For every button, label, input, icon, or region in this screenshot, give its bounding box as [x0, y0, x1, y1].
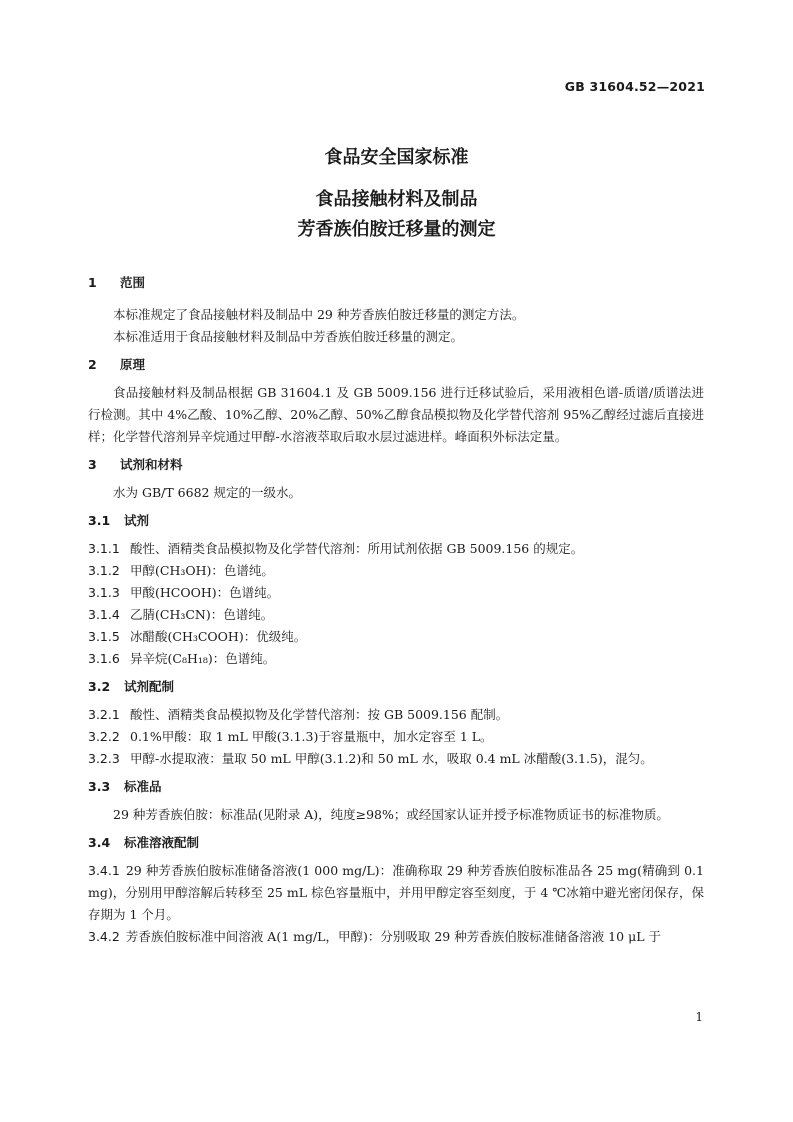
section-title: 试剂配制 [124, 679, 175, 694]
list-item: 3.1.6 异辛烷(C₈H₁₈)：色谱纯。 [88, 651, 276, 666]
list-item: 3.1.3 甲酸(HCOOH)：色谱纯。 [88, 585, 280, 600]
list-item: 3.1.4 乙腈(CH₃CN)：色谱纯。 [88, 607, 274, 622]
paragraph: 29 种芳香族伯胺：标准品(见附录 A)，纯度≥98%；或经国家认证并授予标准物质证书的标准物质。 [113, 807, 669, 822]
section-number: 3 [88, 457, 97, 472]
list-item: 3.2.2 0.1%甲酸：取 1 mL 甲酸(3.1.3)于容量瓶中，加水定容至 1 L。 [88, 729, 493, 744]
document-titles [0, 143, 793, 241]
section-heading [88, 354, 704, 376]
standard-code: GB 31604.52—2021 [564, 79, 705, 94]
section-number: 1 [88, 275, 97, 290]
list-item: 3.1.1 酸性、酒精类食品模拟物及化学替代溶剂：所用试剂依据 GB 5009.156 的规定。 [88, 541, 584, 556]
subsection-heading [88, 510, 704, 532]
paragraph: 食品接触材料及制品根据 GB 31604.1 及 GB 5009.156 进行迁移试验后，采用液相色谱-质谱/质谱法进行检测。其中 4%乙酸、10%乙醇、20%乙醇、50%乙醇食品模拟物及化学替代溶剂 95%乙醇经过滤后直接进样；化学替代溶剂异辛烷通过甲醇-水溶液萃取后取水层过滤进样。峰面积外标法定量。 [88, 385, 704, 444]
paragraph: 本标准适用于食品接触材料及制品中芳香族伯胺迁移量的测定。 [113, 329, 464, 344]
section-title: 范围 [120, 275, 146, 290]
section-title: 试剂和材料 [120, 457, 183, 472]
page-number: 1 [695, 1010, 703, 1024]
list-item: 3.4.1 29 种芳香族伯胺标准储备溶液(1 000 mg/L)：准确称取 29 种芳香族伯胺标准品各 25 mg(精确到 0.1 mg)，分别用甲醇溶解后转移至 25 mL 棕色容量瓶中，并用甲醇定容至刻度，于 4 ℃冰箱中避光密闭保存，保存期为 1 个月。 [88, 863, 704, 922]
section-number: 3.4 [88, 835, 111, 850]
paragraph: 水为 GB/T 6682 规定的一级水。 [113, 485, 301, 500]
title-main: 食品安全国家标准 [324, 147, 469, 168]
paragraph: 本标准规定了食品接触材料及制品中 29 种芳香族伯胺迁移量的测定方法。 [113, 307, 525, 322]
list-item: 3.4.2 芳香族伯胺标准中间溶液 A(1 mg/L，甲醇)：分别吸取 29 种芳香族伯胺标准储备溶液 10 μL 于 [88, 929, 661, 944]
list-item: 3.1.2 甲醇(CH₃OH)：色谱纯。 [88, 563, 274, 578]
title-sub-1: 食品接触材料及制品 [315, 189, 478, 210]
section-title: 原理 [120, 357, 146, 372]
list-item: 3.2.3 甲醇-水提取液：量取 50 mL 甲醇(3.1.2)和 50 mL 水，吸取 0.4 mL 冰醋酸(3.1.5)，混匀。 [88, 751, 653, 766]
list-item: 3.1.5 冰醋酸(CH₃COOH)：优级纯。 [88, 629, 307, 644]
section-number: 3.2 [88, 679, 111, 694]
section-heading [88, 272, 704, 294]
subsection-heading [88, 832, 704, 854]
section-number: 2 [88, 357, 97, 372]
section-number: 3.1 [88, 513, 111, 528]
section-title: 试剂 [124, 513, 150, 528]
list-item: 3.2.1 酸性、酒精类食品模拟物及化学替代溶剂：按 GB 5009.156 配制。 [88, 707, 509, 722]
section-title: 标准溶液配制 [124, 835, 200, 850]
section-title: 标准品 [124, 779, 162, 794]
section-number: 3.3 [88, 779, 111, 794]
document-body [88, 272, 704, 948]
subsection-heading [88, 776, 704, 798]
section-heading [88, 454, 704, 476]
title-sub-2: 芳香族伯胺迁移量的测定 [297, 219, 496, 240]
subsection-heading [88, 676, 704, 698]
